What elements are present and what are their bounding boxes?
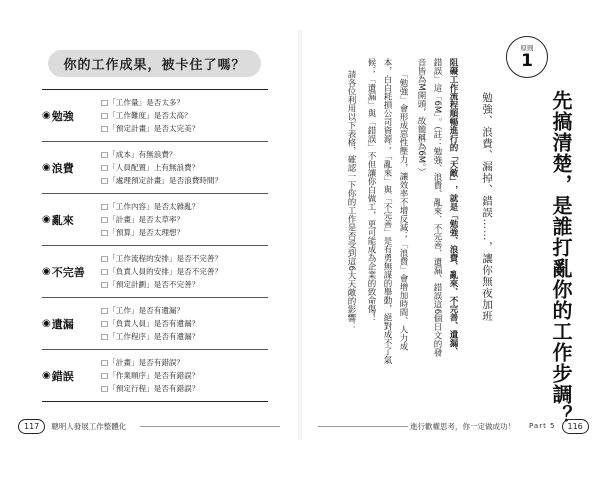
items-cell <box>99 142 268 193</box>
checklist-table <box>42 89 268 402</box>
table-row <box>42 350 268 402</box>
principle-badge <box>506 36 548 78</box>
bullet-icon: ◉ <box>42 370 51 381</box>
check-item[interactable]: □「計畫」是否太草率？ <box>101 215 185 224</box>
check-item[interactable]: □「預定計劃」是否不完善？ <box>101 280 200 289</box>
part-label: Part 5 <box>529 422 556 430</box>
check-item[interactable]: □「預算」是否太理想？ <box>101 228 185 237</box>
check-item[interactable]: □「預定行程」是否有錯誤？ <box>101 384 200 393</box>
check-item[interactable]: □「工作程序」是否有遺漏？ <box>101 332 200 341</box>
check-item[interactable]: □「處理預定計畫」是否浪費時間？ <box>101 176 223 185</box>
footer-rule <box>318 426 408 427</box>
checklist-banner: 你的工作成果，被卡住了嗎？ <box>48 50 261 77</box>
body-column: 候；「遺漏」與「錯誤」不但讓你白做工，更可能成為企業的致命傷！ <box>366 58 376 322</box>
check-item[interactable]: □「計畫」是否有錯誤？ <box>101 358 185 367</box>
bullet-icon: ◉ <box>42 110 51 121</box>
category-cell: ◉ 遺漏 <box>42 317 74 331</box>
items-cell <box>99 90 268 141</box>
badge-number: 1 <box>521 51 533 71</box>
items-cell <box>99 350 268 401</box>
category-cell: ◉ 不完善 <box>42 265 85 279</box>
body-column: 音皆為M開頭，故簡稱為6M。） <box>416 58 426 176</box>
table-row <box>42 142 268 194</box>
running-footer: 進行歡權思考，你一定做成功！ <box>410 421 515 431</box>
body-column: 錯誤」這「6M」。（註：勉強、浪費、亂來、不完善、遺漏、錯誤這6個日文的發 <box>432 58 442 357</box>
category-cell: ◉ 亂來 <box>42 213 74 227</box>
category-cell: ◉ 勉強 <box>42 109 74 123</box>
left-footer <box>18 415 278 437</box>
page-number: 117 <box>18 419 45 434</box>
check-item[interactable]: □「人員配置」上有無浪費？ <box>101 163 200 172</box>
items-cell <box>99 194 268 245</box>
bullet-icon: ◉ <box>42 266 51 277</box>
body-column: 「勉強」會形成惡性壓力，讓效率不增反減；「浪費」會增加時間、人力成 <box>398 70 408 351</box>
page-title: 先搞清楚，是誰打亂你的工作步調？ <box>549 90 573 426</box>
bullet-icon: ◉ <box>42 214 51 225</box>
items-cell <box>99 298 268 349</box>
body-column: 阻礙工作流程順暢進行的「天敵」，就是「勉強、浪費、亂來、不完善、遺漏、 <box>448 58 458 356</box>
check-item[interactable]: □「工作內容」是否太雜亂？ <box>101 202 200 211</box>
body-column: 請各位利用以下表格，確認一下你的工作是否受到這6大天敵的影響： <box>346 70 356 331</box>
check-item[interactable]: □「負責人員」是否有遺漏？ <box>101 319 200 328</box>
right-footer <box>410 415 589 437</box>
table-row <box>42 194 268 246</box>
page-subtitle: 勉強、浪費、漏掉、錯誤……，讓你無夜加班 <box>481 92 493 322</box>
bullet-icon: ◉ <box>42 162 51 173</box>
check-item[interactable]: □「工作流程的安排」是否不完善？ <box>101 254 223 263</box>
check-item[interactable]: □「工作」是否有遺漏？ <box>101 306 185 315</box>
page-number: 116 <box>562 419 589 434</box>
running-footer: 聰明人發展工作整體化 <box>51 421 127 431</box>
table-row <box>42 90 268 142</box>
category-cell: ◉ 浪費 <box>42 161 74 175</box>
body-column: 本，白白耗損公司資源；「亂來」與「不完善」是有勇無謀的舉動，絕對成不了氣 <box>382 58 392 364</box>
table-row <box>42 298 268 350</box>
category-cell: ◉ 錯誤 <box>42 369 74 383</box>
bullet-icon: ◉ <box>42 318 51 329</box>
check-item[interactable]: □「作業順序」是否有錯誤？ <box>101 371 200 380</box>
check-item[interactable]: □「預定計畫」是否太完美？ <box>101 124 200 133</box>
items-cell <box>99 246 268 297</box>
check-item[interactable]: □「工作量」是否太多？ <box>101 98 185 107</box>
check-item[interactable]: □「負責人員的安排」是否不完善？ <box>101 267 223 276</box>
badge-label: 原則 <box>520 44 534 52</box>
table-row <box>42 246 268 298</box>
check-item[interactable]: □「成本」有無浪費？ <box>101 150 177 159</box>
check-item[interactable]: □「工作難度」是否太高？ <box>101 111 192 120</box>
